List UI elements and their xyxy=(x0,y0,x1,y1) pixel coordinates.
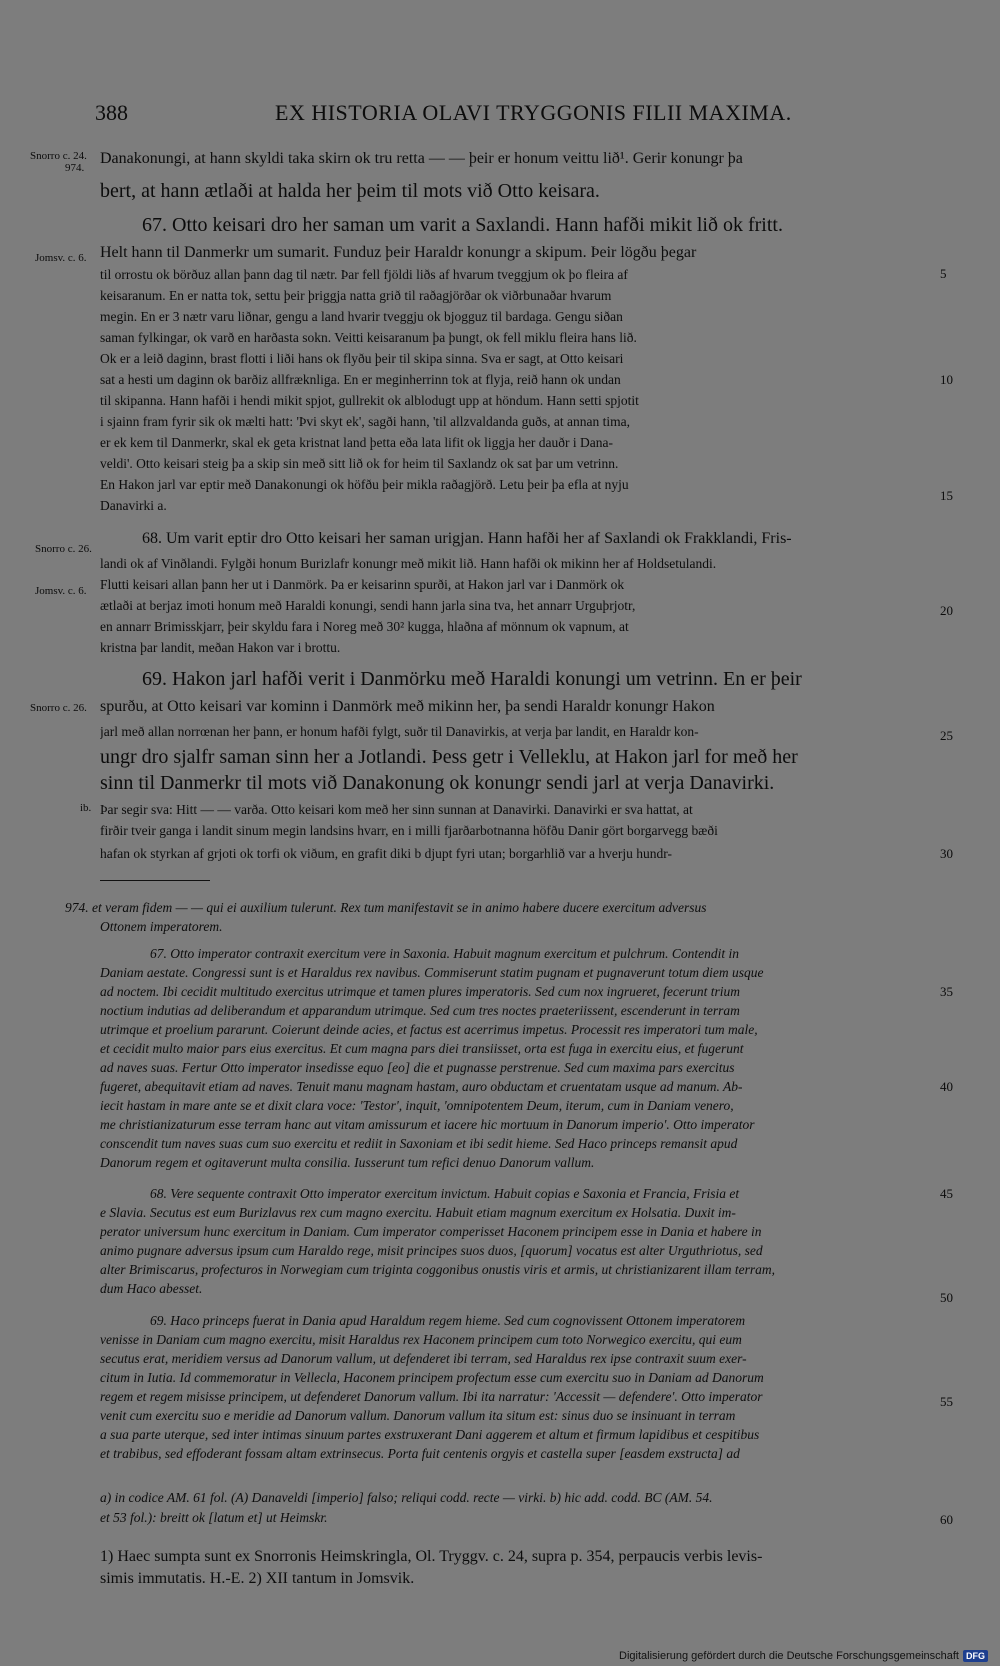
text-line: Ok er a leið daginn, brast flotti i liði hans ok flyðu þeir til skipa sinna. Sva er sagt, at Otto keisari xyxy=(100,351,624,366)
text-line: 68. Um varit eptir dro Otto keisari her saman urigjan. Hann hafði her af Saxlandi ok Frakklandi, Fris- xyxy=(142,530,792,547)
margin-note: ib. xyxy=(80,802,92,814)
latin-line: perator universum hunc exercitum in Daniam. Cum imperator comperisset Haconem principem esse in Dania et habere in xyxy=(100,1224,762,1239)
text-line: veldi'. Otto keisari steig þa a skip sin með sitt lið ok for heim til Saxlandz ok sat þar um vetrinn. xyxy=(100,456,619,471)
text-line: bert, at hann ætlaði at halda her þeim til mots við Otto keisara. xyxy=(100,180,600,202)
text-line: en annarr Brimisskjarr, þeir skyldu fara i Noreg með 30² kugga, hlaðna af mönnum ok vapnum, at xyxy=(100,619,629,634)
footnote-line: 1) Haec sumpta sunt ex Snorronis Heimskringla, Ol. Tryggv. c. 24, supra p. 354, perpaucis verbis levis- xyxy=(100,1548,763,1565)
latin-line: alter Brimiscarus, profecturos in Norwegiam cum triginta coggonibus onustis viris et armis, ut christianizarent illam terram, xyxy=(100,1262,776,1277)
text-line: firðir tveir ganga i landit sinum megin landsins hvarr, en i milli fjarðarbotnanna höfðu Danir gört borgarvegg bæði xyxy=(100,823,718,838)
text-line: til skipanna. Hann hafði i hendi mikit spjot, gullrekit ok alblodugt upp at höndum. Hann setti spjotit xyxy=(100,393,639,408)
line-number: 15 xyxy=(940,488,953,503)
line-number: 25 xyxy=(940,728,953,743)
latin-line: fugeret, abequitavit etiam ad naves. Tenuit manu magnam hastam, auro obductam et cruentatam usque ad manum. Ab- xyxy=(100,1079,743,1094)
line-number: 20 xyxy=(940,603,953,618)
latin-line: 67. Otto imperator contraxit exercitum vere in Saxonia. Habuit magnum exercitum et pulchrum. Contendit in xyxy=(150,946,740,961)
latin-line: dum Haco abesset. xyxy=(100,1281,203,1296)
text-line: Danakonungi, at hann skyldi taka skirn ok tru retta — — þeir er honum veittu lið¹. Gerir konungr þa xyxy=(100,150,743,167)
latin-line: animo pugnare adversus ipsum cum Haraldo rege, misit principes suos duos, [quorum] vocatus est alter Urguthriotus, sed xyxy=(100,1243,763,1258)
text-line: ætlaði at berjaz imoti honum með Haraldi konungi, sendi hann jarla sina tva, het annarr Urguþrjotr, xyxy=(100,598,636,613)
dfg-logo-icon: DFG xyxy=(963,1650,988,1662)
text-line: sinn til Danmerkr til mots við Danakonung ok konungr sendi jarl at verja Danavirki. xyxy=(100,772,775,794)
page-number: 388 xyxy=(95,100,128,125)
text-line: Danavirki a. xyxy=(100,498,167,513)
latin-line: 68. Vere sequente contraxit Otto imperator exercitum invictum. Habuit copias e Saxonia et Francia, Frisia et xyxy=(150,1186,740,1201)
digitization-credit xyxy=(619,1650,988,1662)
latin-line: venit cum exercitu suo e meridie ad Danorum vallum. Danorum vallum ita situm est: sinus duo se insinuant in terram xyxy=(100,1408,736,1423)
text-line: ungr dro sjalfr saman sinn her a Jotlandi. Þess getr i Velleklu, at Hakon jarl for með her xyxy=(100,746,798,768)
line-number: 45 xyxy=(940,1186,953,1201)
page-title: EX HISTORIA OLAVI TRYGGONIS FILII MAXIMA. xyxy=(275,100,792,125)
latin-line: a sua parte uterque, sed inter intimas sinuum partes exstruxerant Dani aggerem et altum et firmum lapidibus et cespitibus xyxy=(100,1427,760,1442)
latin-line: conscendit tum naves suas cum suo exercitu et rediit in Saxoniam et ibi sedit hieme. Sed Haco princeps remansit apud xyxy=(100,1136,738,1151)
latin-line: et cecidit multo maior pars eius exercitus. Et cum magna pars diei transiisset, orta est fuga in exercitu eius, et fugerunt xyxy=(100,1041,744,1056)
line-number: 55 xyxy=(940,1394,953,1409)
margin-note: Snorro c. 24. xyxy=(30,150,87,162)
margin-note: Jomsv. c. 6. xyxy=(35,585,87,597)
text-line: sat a hesti um daginn ok barðiz allfræknliga. En er meginherrinn tok at flyja, reið hann ok undan xyxy=(100,372,621,387)
latin-line: ad noctem. Ibi cecidit multitudo exercitus utrimque et tamen plures imperatoris. Sed cum nox ingrueret, fecerunt trium xyxy=(100,984,740,999)
text-line: kristna þar landit, meðan Hakon var i brottu. xyxy=(100,640,341,655)
text-line: En Hakon jarl var eptir með Danakonungi ok höfðu þeir mikla raðagjörð. Letu þeir þa efla at nyju xyxy=(100,477,629,492)
text-line: 67. Otto keisari dro her saman um varit a Saxlandi. Hann hafði mikit lið ok fritt. xyxy=(142,214,783,236)
line-number: 10 xyxy=(940,372,953,387)
text-line: Helt hann til Danmerkr um sumarit. Funduz þeir Haraldr konungr a skipum. Þeir lögðu þegar xyxy=(100,244,697,261)
latin-line: Danorum regem et ogitaverunt multa consilia. Iusserunt tum refici denuo Danorum vallum. xyxy=(100,1155,595,1170)
latin-line: me christianizaturum esse terram hanc aut vitam amissurum et iacere hic mortuum in Danorum imperio'. Otto imperator xyxy=(100,1117,755,1132)
text-line: er ek kem til Danmerkr, skal ek geta kristnat land þetta eða lata lifit ok liggja her dauðr i Dana- xyxy=(100,435,614,450)
text-line: hafan ok styrkan af grjoti ok torfi ok viðum, en grafit diki b djupt fyri utan; borgarhlið var a hverju hundr- xyxy=(100,846,672,861)
text-line: til orrostu ok börðuz allan þann dag til nætr. Þar fell fjöldi liðs af hvarum tveggjum ok þo fleira af xyxy=(100,267,628,282)
margin-note: Snorro c. 26. xyxy=(35,543,92,555)
latin-line: citum in Iutia. Id commemoratur in Vellecla, Haconem principem profectum esse cum exercitu suo in Daniam ad Danorum xyxy=(100,1370,764,1385)
text-line: jarl með allan norrœnan her þann, er honum hafði fylgt, suðr til Danavirkis, at verja þar landit, en Haraldr kon- xyxy=(100,724,699,739)
latin-line: secutus erat, meridiem versus ad Danorum vallum, ut defenderet ibi terram, sed Haraldus rex ipse contraxit suum exer- xyxy=(100,1351,747,1366)
line-number: 40 xyxy=(940,1079,953,1094)
separator-rule xyxy=(100,880,210,881)
latin-line: Daniam aestate. Congressi sunt is et Haraldus rex navibus. Commiserunt statim pugnam et pugnaverunt totum diem usque xyxy=(100,965,764,980)
line-number: 35 xyxy=(940,984,953,999)
latin-line: utrimque et proelium pararunt. Coierunt deinde acies, et factus est acerrimus impetus. Processit res imperatori tum male, xyxy=(100,1022,758,1037)
credit-text: Digitalisierung gefördert durch die Deutsche Forschungsgemeinschaft xyxy=(619,1650,959,1662)
line-number: 50 xyxy=(940,1290,953,1305)
latin-line: 974. et veram fidem — — qui ei auxilium tulerunt. Rex tum manifestavit se in animo habere ducere exercitum adversus xyxy=(65,900,707,915)
text-line: saman fylkingar, ok varð en harðasta sokn. Veitti keisaranum þa þungt, ok fell miklu fleira hans lið. xyxy=(100,330,637,345)
line-number: 5 xyxy=(940,266,947,281)
text-line: Flutti keisari allan þann her ut i Danmörk. Þa er keisarinn spurði, at Hakon jarl var i Danmörk ok xyxy=(100,577,625,592)
apparatus-line: a) in codice AM. 61 fol. (A) Danaveldi [imperio] falso; reliqui codd. recte — virki. b) hic add. codd. BC (AM. 54. xyxy=(100,1490,713,1505)
text-line: keisaranum. En er natta tok, settu þeir þriggja natta grið til raðagjörðar ok viðrbunaðar hvarum xyxy=(100,288,612,303)
latin-line: regem et regem misisse principem, ut defenderet Danorum vallum. Ibi ita narratur: 'Accessit — defendere'. Otto imperator xyxy=(100,1389,763,1404)
text-line: landi ok af Vinðlandi. Fylgði honum Burizlafr konungr með mikit lið. Hann hafði ok mikinn her af Holdsetulandi. xyxy=(100,556,717,571)
latin-line: noctium indutias ad deliberandum et apparandum utrimque. Sed cum tres noctes praeteriissent, escenderunt in terram xyxy=(100,1003,740,1018)
footnote-line: simis immutatis. H.-E. 2) XII tantum in Jomsvik. xyxy=(100,1570,415,1587)
latin-line: ad naves suas. Fertur Otto imperator insedisse equo [eo] die et pugnasse perstrenue. Sed cum maxima pars exercitus xyxy=(100,1060,735,1075)
latin-line: Ottonem imperatorem. xyxy=(100,919,223,934)
latin-line: 69. Haco princeps fuerat in Dania apud Haraldum regem hieme. Sed cum cognovissent Ottonem imperatorem xyxy=(150,1313,746,1328)
text-line: Þar segir sva: Hitt — — varða. Otto keisari kom með her sinn sunnan at Danavirki. Danavirki er sva hattat, at xyxy=(100,802,693,817)
margin-note: Jomsv. c. 6. xyxy=(35,252,87,264)
text-line: i sjainn fram fyrir sik ok mælti hatt: 'Þvi skyt ek', sagði hann, 'til allzvaldanda guðs, at annan tima, xyxy=(100,414,630,429)
latin-line: e Slavia. Secutus est eum Burizlavus rex cum magno exercitu. Habuit etiam magnum exercitum ex Holsatia. Duxit im- xyxy=(100,1205,736,1220)
apparatus-line: et 53 fol.): breitt ok [latum et] ut Heimskr. xyxy=(100,1510,328,1525)
text-line: spurðu, at Otto keisari var kominn i Danmörk með mikinn her, þa sendi Haraldr konungr Hakon xyxy=(100,698,715,715)
latin-line: iecit hastam in mare ante se et dixit clara voce: 'Testor', inquit, 'omnipotentem Deum, iterum, cum in Daniam venero, xyxy=(100,1098,734,1113)
line-number: 60 xyxy=(940,1512,953,1527)
latin-line: et trabibus, sed effoderant fossam altam extrinsecus. Porta fuit centenis orgyis et castella super [easdem exstructa] ad xyxy=(100,1446,740,1461)
running-head xyxy=(0,100,1000,140)
line-number: 30 xyxy=(940,846,953,861)
latin-line: venisse in Daniam cum magno exercitu, misit Haraldus rex Haconem principem cum toto Norwegico exercitu, qui eum xyxy=(100,1332,742,1347)
text-line: 69. Hakon jarl hafði verit i Danmörku með Haraldi konungi um vetrinn. En er þeir xyxy=(142,668,802,690)
margin-note-year: 974. xyxy=(65,162,85,174)
margin-note: Snorro c. 26. xyxy=(30,702,87,714)
text-line: megin. En er 3 nætr varu liðnar, gengu a land hvarir tveggju ok bjogguz til bardaga. Gengu siðan xyxy=(100,309,623,324)
